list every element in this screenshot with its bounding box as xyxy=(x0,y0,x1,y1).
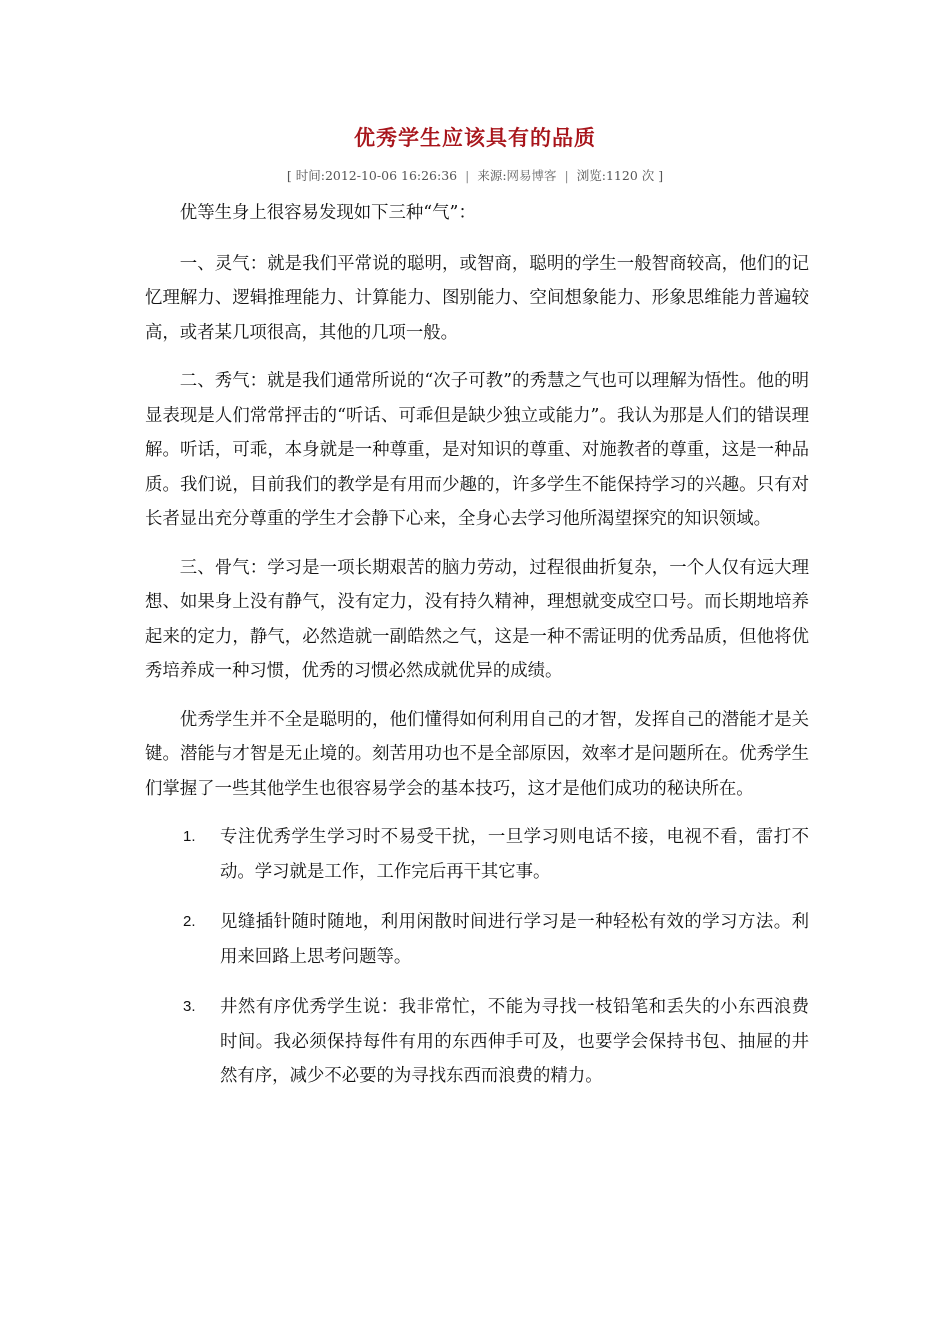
list-item-text: 专注优秀学生学习时不易受干扰，一旦学习则电话不接，电视不看，雷打不动。学习就是工作，工作完后再干其它事。 xyxy=(220,827,809,882)
list-item-number: 3. xyxy=(183,998,196,1015)
tips-list xyxy=(145,820,809,1094)
meta-time: 时间:2012-10-06 16:26:36 xyxy=(295,168,458,183)
meta-source-name: 网易博客 xyxy=(506,168,557,183)
list-item xyxy=(145,990,809,1094)
meta-open-bracket: [ xyxy=(286,168,292,183)
paragraph-guqi: 三、骨气：学习是一项长期艰苦的脑力劳动，过程很曲折复杂，一个人仅有远大理想、如果身上没有静气，没有定力，没有持久精神，理想就变成空口号。而长期地培养起来的定力，静气，必然造就一副皓然之气，这是一种不需证明的优秀品质，但他将优秀培养成一种习惯，优秀的习惯必然成就优异的成绩。 xyxy=(145,557,809,681)
paragraph-summary: 优秀学生并不全是聪明的，他们懂得如何利用自己的才智，发挥自己的潜能才是关键。潜能与才智是无止境的。刻苦用功也不是全部原因，效率才是问题所在。优秀学生们掌握了一些其他学生也很容易学会的基本技巧，这才是他们成功的秘诀所在。 xyxy=(145,709,809,799)
meta-views: 浏览:1120 次 xyxy=(576,168,655,183)
article-body xyxy=(145,196,809,1110)
meta-separator: | xyxy=(564,168,569,183)
article-meta xyxy=(0,166,950,184)
list-item-number: 2. xyxy=(183,913,196,930)
list-item-number: 1. xyxy=(183,828,196,845)
meta-separator: | xyxy=(465,168,470,183)
meta-source-label: 来源: xyxy=(477,168,507,183)
list-item-text: 见缝插针随时随地，利用闲散时间进行学习是一种轻松有效的学习方法。利用来回路上思考问题等。 xyxy=(220,912,809,967)
list-item xyxy=(145,905,809,974)
article-title: 优秀学生应该具有的品质 xyxy=(354,125,596,150)
paragraph-xiuqi: 二、秀气：就是我们通常所说的“次子可教”的秀慧之气也可以理解为悟性。他的明显表现是人们常常抨击的“听话、可乖但是缺少独立或能力”。我认为那是人们的错误理解。听话，可乖，本身就是一种尊重，是对知识的尊重、对施教者的尊重，这是一种品质。我们说，目前我们的教学是有用而少趣的，许多学生不能保持学习的兴趣。只有对长者显出充分尊重的学生才会静下心来，全身心去学习他所渴望探究的知识领域。 xyxy=(145,371,809,529)
list-item-text: 井然有序优秀学生说：我非常忙，不能为寻找一枝铅笔和丢失的小东西浪费时间。我必须保持每件有用的东西伸手可及，也要学会保持书包、抽屉的井然有序，减少不必要的为寻找东西而浪费的精力。 xyxy=(220,997,809,1086)
meta-close-bracket: ] xyxy=(658,168,664,183)
list-item xyxy=(145,820,809,889)
paragraph-intro: 优等生身上很容易发现如下三种“气”： xyxy=(179,203,476,223)
paragraph-lingqi: 一、灵气：就是我们平常说的聪明，或智商，聪明的学生一般智商较高，他们的记忆理解力、逻辑推理能力、计算能力、图别能力、空间想象能力、形象思维能力普遍较高，或者某几项很高，其他的几项一般。 xyxy=(145,253,809,343)
